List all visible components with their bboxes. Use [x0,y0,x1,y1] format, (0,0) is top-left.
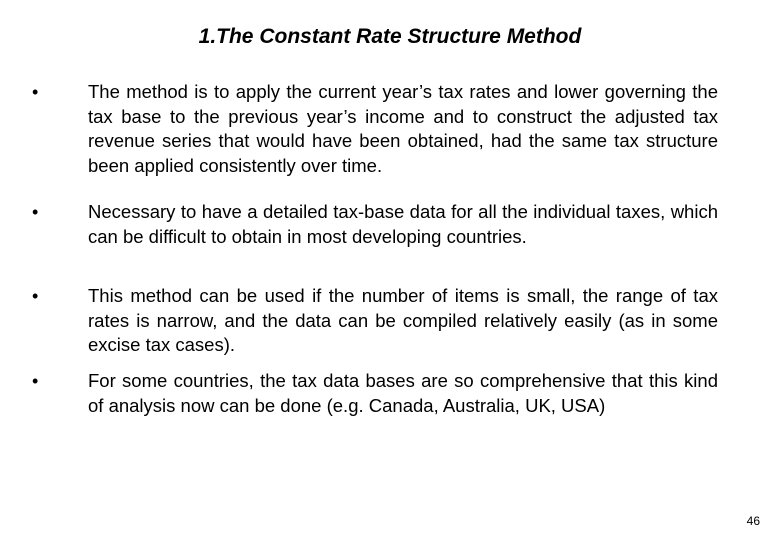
bullet-text: For some countries, the tax data bases are so comprehensive that this kind of analysis now can be done (e.g. Canada, Australia, UK, USA) [88,370,718,416]
bullet-icon: • [32,286,39,306]
bullet-icon: • [32,371,39,391]
slide-title: 1.The Constant Rate Structure Method [198,25,582,48]
bullet-text: This method can be used if the number of items is small, the range of tax rates is narrow, and the data can be compiled relatively easily (as in some excise tax cases). [88,285,718,355]
bullet-text: The method is to apply the current year’s tax rates and lower governing the tax base to the previous year’s income and to construct the adjusted tax revenue series that would have been obtained, had the same tax structure been applied consistently over time. [88,81,718,176]
bullet-text: Necessary to have a detailed tax-base data for all the individual taxes, which can be difficult to obtain in most developing countries. [88,201,718,247]
page-number: 46 [746,514,760,528]
bullet-icon: • [32,82,39,102]
bullet-icon: • [32,202,39,222]
